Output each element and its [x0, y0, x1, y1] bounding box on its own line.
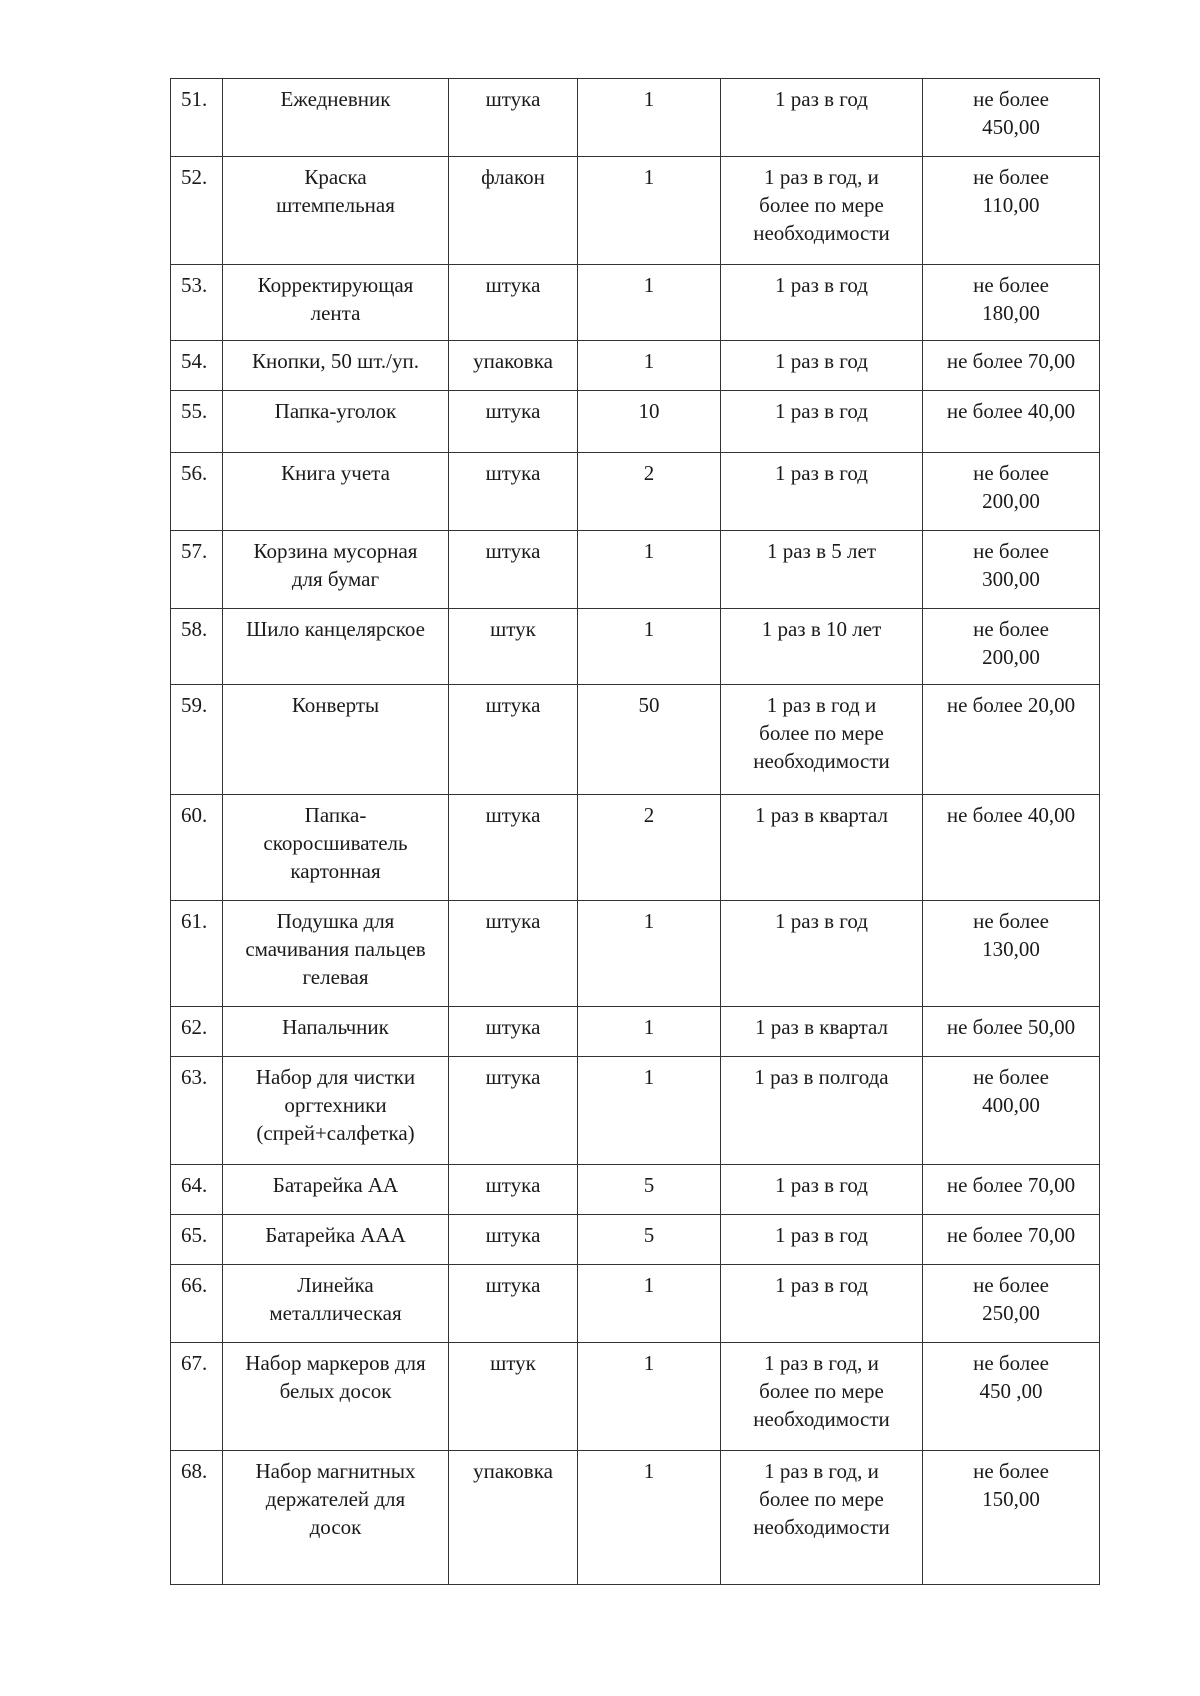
cell-quantity-text: 1 [643, 1351, 655, 1375]
cell-quantity-text: 1 [643, 539, 655, 563]
cell-number-text: 64. [181, 1173, 208, 1197]
cell-number [171, 341, 223, 391]
cell-price-text: не более 20,00 [946, 693, 1076, 717]
cell-item-name [223, 901, 449, 1007]
cell-price [923, 341, 1100, 391]
cell-item-name [223, 1343, 449, 1451]
cell-item-name [223, 1265, 449, 1343]
cell-unit [449, 901, 578, 1007]
cell-item-name [223, 1165, 449, 1215]
cell-unit [449, 1165, 578, 1215]
cell-number [171, 453, 223, 531]
cell-number [171, 1451, 223, 1585]
table-row [171, 685, 1100, 795]
cell-quantity [578, 79, 721, 157]
table-row [171, 609, 1100, 685]
cell-price-text: не более 450,00 [973, 87, 1049, 139]
cell-unit-text: штука [485, 539, 541, 563]
cell-unit [449, 795, 578, 901]
cell-number [171, 1165, 223, 1215]
cell-price [923, 685, 1100, 795]
cell-frequency-text: 1 раз в год [775, 349, 868, 373]
table-row [171, 531, 1100, 609]
cell-item-name [223, 157, 449, 265]
cell-frequency-text: 1 раз в квартал [754, 1015, 889, 1039]
cell-price [923, 1165, 1100, 1215]
cell-number-text: 65. [181, 1223, 208, 1247]
cell-price [923, 1343, 1100, 1451]
cell-price [923, 79, 1100, 157]
cell-number [171, 265, 223, 341]
cell-item-name [223, 1057, 449, 1165]
cell-number-text: 60. [181, 803, 208, 827]
cell-item-name-text: Напальчник [282, 1015, 389, 1039]
cell-number [171, 901, 223, 1007]
cell-number [171, 685, 223, 795]
cell-price-text: не более 450 ,00 [973, 1351, 1049, 1403]
cell-quantity [578, 795, 721, 901]
table-row [171, 1451, 1100, 1585]
cell-item-name-text: Набор маркеров для белых досок [245, 1351, 426, 1403]
cell-number [171, 391, 223, 453]
cell-unit-text: штука [485, 1065, 541, 1089]
cell-frequency [721, 391, 923, 453]
cell-number [171, 1057, 223, 1165]
cell-unit [449, 391, 578, 453]
cell-number-text: 51. [181, 87, 208, 111]
cell-unit [449, 1265, 578, 1343]
cell-quantity [578, 265, 721, 341]
cell-quantity [578, 685, 721, 795]
cell-number [171, 79, 223, 157]
cell-frequency-text: 1 раз в год [775, 399, 868, 423]
cell-quantity-text: 1 [643, 87, 655, 111]
cell-frequency [721, 609, 923, 685]
cell-quantity-text: 10 [638, 399, 660, 423]
cell-item-name-text: Линейка металлическая [269, 1273, 402, 1325]
cell-unit [449, 1057, 578, 1165]
cell-unit-text: штука [485, 1223, 541, 1247]
cell-price [923, 795, 1100, 901]
cell-unit-text: штука [485, 909, 541, 933]
cell-unit [449, 157, 578, 265]
cell-item-name [223, 1215, 449, 1265]
cell-number-text: 56. [181, 461, 208, 485]
cell-unit-text: штука [485, 87, 541, 111]
cell-unit-text: штука [485, 1173, 541, 1197]
cell-unit-text: штука [485, 693, 541, 717]
supplies-table [170, 78, 1100, 1585]
cell-number [171, 1007, 223, 1057]
cell-quantity-text: 5 [643, 1223, 655, 1247]
cell-item-name [223, 531, 449, 609]
cell-item-name [223, 609, 449, 685]
cell-unit-text: штука [485, 1273, 541, 1297]
cell-price [923, 453, 1100, 531]
cell-quantity [578, 453, 721, 531]
cell-unit [449, 1007, 578, 1057]
cell-quantity [578, 1343, 721, 1451]
table-row [171, 1057, 1100, 1165]
cell-price-text: не более 200,00 [973, 461, 1049, 513]
cell-frequency [721, 1165, 923, 1215]
cell-number-text: 53. [181, 273, 208, 297]
cell-unit [449, 685, 578, 795]
cell-frequency-text: 1 раз в год, и более по мере необходимости [753, 1351, 890, 1431]
cell-unit-text: упаковка [473, 1459, 553, 1483]
cell-number-text: 59. [181, 693, 208, 717]
cell-number [171, 1343, 223, 1451]
cell-quantity [578, 391, 721, 453]
cell-item-name-text: Книга учета [281, 461, 390, 485]
cell-frequency-text: 1 раз в год [775, 87, 868, 111]
cell-number-text: 62. [181, 1015, 208, 1039]
cell-price [923, 1265, 1100, 1343]
cell-price-text: не более 180,00 [973, 273, 1049, 325]
cell-quantity-text: 1 [643, 1459, 655, 1483]
cell-price-text: не более 50,00 [946, 1015, 1076, 1039]
cell-frequency [721, 1007, 923, 1057]
cell-frequency-text: 1 раз в год [775, 461, 868, 485]
cell-item-name-text: Батарейка АА [272, 1173, 399, 1197]
cell-quantity-text: 1 [643, 909, 655, 933]
cell-quantity-text: 1 [643, 1015, 655, 1039]
cell-frequency-text: 1 раз в год [775, 1173, 868, 1197]
cell-unit-text: штук [490, 1351, 536, 1375]
cell-price [923, 609, 1100, 685]
cell-quantity-text: 1 [643, 273, 655, 297]
table-row [171, 1215, 1100, 1265]
cell-quantity [578, 1165, 721, 1215]
table-row [171, 795, 1100, 901]
cell-unit [449, 1343, 578, 1451]
cell-number-text: 54. [181, 349, 208, 373]
cell-quantity-text: 1 [643, 349, 655, 373]
cell-item-name-text: Корректирующая лента [257, 273, 414, 325]
cell-price-text: не более 40,00 [946, 399, 1076, 423]
cell-quantity [578, 1057, 721, 1165]
cell-number [171, 531, 223, 609]
cell-number [171, 157, 223, 265]
cell-number-text: 63. [181, 1065, 208, 1089]
cell-frequency [721, 453, 923, 531]
cell-item-name-text: Папка- скоросшиватель картонная [263, 803, 408, 883]
cell-item-name [223, 391, 449, 453]
cell-item-name [223, 79, 449, 157]
cell-frequency [721, 79, 923, 157]
cell-quantity [578, 901, 721, 1007]
table-row [171, 157, 1100, 265]
cell-item-name-text: Корзина мусорная для бумаг [253, 539, 418, 591]
cell-number [171, 1215, 223, 1265]
table-row [171, 391, 1100, 453]
cell-unit [449, 453, 578, 531]
cell-item-name-text: Папка-уголок [274, 399, 397, 423]
cell-quantity [578, 1215, 721, 1265]
cell-price-text: не более 70,00 [946, 1223, 1076, 1247]
cell-price [923, 901, 1100, 1007]
cell-price [923, 157, 1100, 265]
cell-frequency [721, 795, 923, 901]
cell-price-text: не более 300,00 [973, 539, 1049, 591]
cell-quantity-text: 2 [643, 803, 655, 827]
cell-price-text: не более 40,00 [946, 803, 1076, 827]
cell-item-name [223, 1007, 449, 1057]
cell-item-name-text: Ежедневник [280, 87, 391, 111]
cell-price-text: не более 130,00 [973, 909, 1049, 961]
cell-quantity-text: 1 [643, 1065, 655, 1089]
cell-quantity [578, 1451, 721, 1585]
cell-quantity [578, 1007, 721, 1057]
cell-frequency [721, 1451, 923, 1585]
cell-unit [449, 609, 578, 685]
cell-unit [449, 1451, 578, 1585]
cell-frequency-text: 1 раз в 10 лет [761, 617, 882, 641]
cell-item-name [223, 453, 449, 531]
cell-unit [449, 341, 578, 391]
cell-quantity-text: 2 [643, 461, 655, 485]
cell-unit-text: штука [485, 1015, 541, 1039]
cell-quantity-text: 1 [643, 165, 655, 189]
cell-frequency [721, 1265, 923, 1343]
cell-item-name [223, 341, 449, 391]
cell-frequency [721, 1057, 923, 1165]
cell-unit-text: штука [485, 803, 541, 827]
cell-quantity [578, 1265, 721, 1343]
cell-price [923, 391, 1100, 453]
table-row [171, 1343, 1100, 1451]
cell-number [171, 795, 223, 901]
cell-unit-text: штука [485, 273, 541, 297]
cell-item-name-text: Краска штемпельная [276, 165, 395, 217]
cell-item-name-text: Кнопки, 50 шт./уп. [251, 349, 419, 373]
table-row [171, 1007, 1100, 1057]
cell-number-text: 58. [181, 617, 208, 641]
cell-unit [449, 265, 578, 341]
cell-frequency-text: 1 раз в год и более по мере необходимости [753, 693, 890, 773]
cell-price-text: не более 70,00 [946, 349, 1076, 373]
table-body [171, 79, 1100, 1585]
cell-unit [449, 531, 578, 609]
cell-price-text: не более 150,00 [973, 1459, 1049, 1511]
cell-item-name-text: Подушка для смачивания пальцев гелевая [245, 909, 426, 989]
cell-unit-text: штука [485, 399, 541, 423]
cell-item-name [223, 685, 449, 795]
cell-number [171, 609, 223, 685]
cell-frequency-text: 1 раз в год, и более по мере необходимости [753, 165, 890, 245]
cell-number [171, 1265, 223, 1343]
cell-frequency [721, 341, 923, 391]
cell-item-name-text: Набор для чистки оргтехники (спрей+салфетка) [255, 1065, 416, 1145]
cell-unit-text: флакон [481, 165, 545, 189]
cell-number-text: 61. [181, 909, 208, 933]
cell-number-text: 67. [181, 1351, 208, 1375]
cell-number-text: 68. [181, 1459, 208, 1483]
cell-unit [449, 79, 578, 157]
table-row [171, 1265, 1100, 1343]
cell-unit-text: упаковка [473, 349, 553, 373]
cell-item-name [223, 1451, 449, 1585]
cell-quantity-text: 1 [643, 617, 655, 641]
cell-price-text: не более 200,00 [973, 617, 1049, 669]
cell-quantity-text: 5 [643, 1173, 655, 1197]
cell-frequency-text: 1 раз в 5 лет [766, 539, 876, 563]
cell-unit-text: штук [490, 617, 536, 641]
cell-unit [449, 1215, 578, 1265]
cell-price [923, 1057, 1100, 1165]
table-row [171, 453, 1100, 531]
table-row [171, 265, 1100, 341]
cell-frequency [721, 157, 923, 265]
cell-quantity [578, 609, 721, 685]
cell-frequency-text: 1 раз в год [775, 273, 868, 297]
cell-quantity [578, 341, 721, 391]
cell-frequency [721, 685, 923, 795]
cell-price [923, 1451, 1100, 1585]
cell-number-text: 57. [181, 539, 208, 563]
cell-number-text: 66. [181, 1273, 208, 1297]
cell-frequency-text: 1 раз в год [775, 1223, 868, 1247]
cell-price [923, 1215, 1100, 1265]
cell-item-name [223, 795, 449, 901]
cell-unit-text: штука [485, 461, 541, 485]
table-row [171, 1165, 1100, 1215]
cell-price [923, 1007, 1100, 1057]
cell-item-name [223, 265, 449, 341]
cell-frequency-text: 1 раз в год [775, 909, 868, 933]
cell-frequency-text: 1 раз в полгода [754, 1065, 889, 1089]
cell-quantity [578, 157, 721, 265]
cell-price-text: не более 70,00 [946, 1173, 1076, 1197]
cell-frequency-text: 1 раз в год [775, 1273, 868, 1297]
cell-quantity-text: 1 [643, 1273, 655, 1297]
cell-number-text: 52. [181, 165, 208, 189]
table-row [171, 79, 1100, 157]
cell-quantity-text: 50 [638, 693, 660, 717]
cell-item-name-text: Батарейка ААА [265, 1223, 406, 1247]
cell-price-text: не более 110,00 [973, 165, 1049, 217]
cell-quantity [578, 531, 721, 609]
cell-price-text: не более 250,00 [973, 1273, 1049, 1325]
cell-frequency [721, 265, 923, 341]
cell-frequency [721, 1215, 923, 1265]
cell-item-name-text: Шило канцелярское [246, 617, 425, 641]
table-row [171, 341, 1100, 391]
cell-frequency [721, 531, 923, 609]
table-row [171, 901, 1100, 1007]
cell-frequency [721, 901, 923, 1007]
cell-item-name-text: Набор магнитных держателей для досок [255, 1459, 416, 1539]
cell-frequency [721, 1343, 923, 1451]
cell-price [923, 531, 1100, 609]
cell-frequency-text: 1 раз в год, и более по мере необходимости [753, 1459, 890, 1539]
cell-frequency-text: 1 раз в квартал [754, 803, 889, 827]
cell-price-text: не более 400,00 [973, 1065, 1049, 1117]
cell-item-name-text: Конверты [291, 693, 380, 717]
cell-price [923, 265, 1100, 341]
cell-number-text: 55. [181, 399, 208, 423]
